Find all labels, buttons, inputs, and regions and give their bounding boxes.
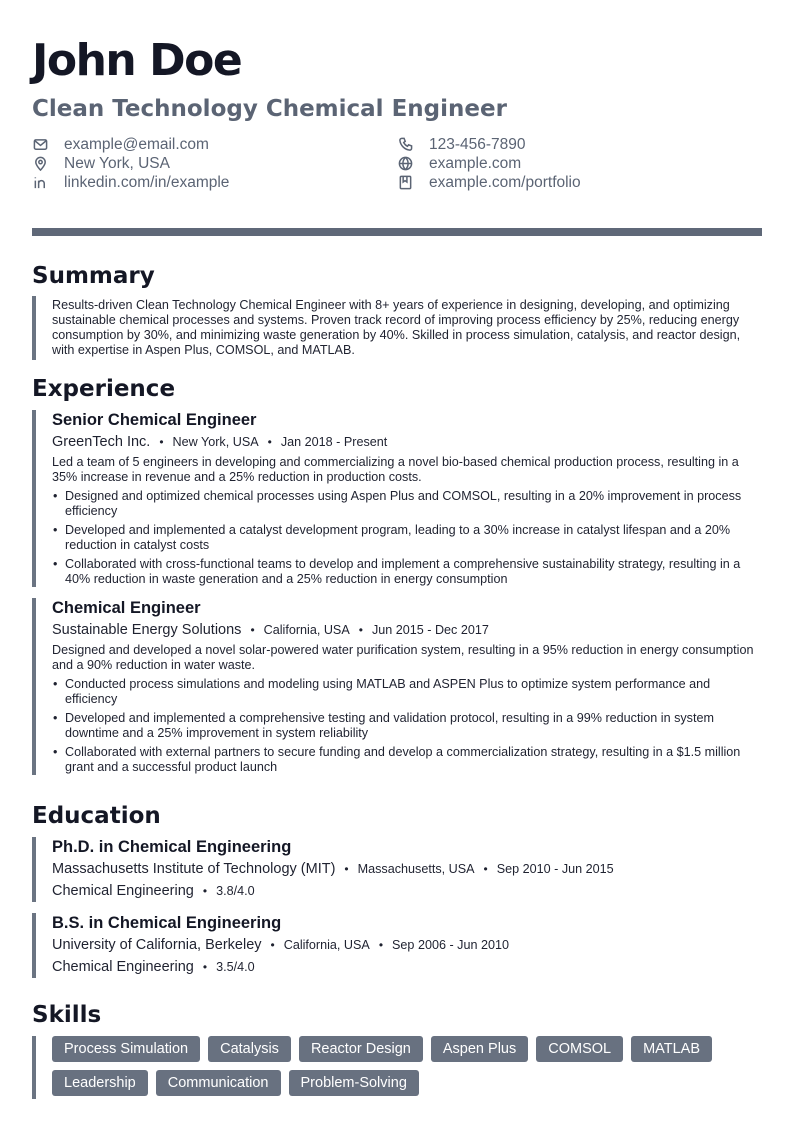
linkedin-icon [32, 175, 48, 191]
skill-tag: Process Simulation [52, 1036, 200, 1062]
education-section [32, 802, 762, 989]
degree-name: B.S. in Chemical Engineering [52, 914, 282, 932]
skills-block [32, 1036, 762, 1099]
skill-tag: COMSOL [536, 1036, 623, 1062]
skill-tag: Communication [156, 1070, 281, 1096]
candidate-name: John Doe [32, 35, 242, 86]
degree-meta [52, 934, 762, 956]
globe-icon [397, 156, 413, 172]
location-pin-icon [32, 156, 48, 172]
job-company: GreenTech Inc. [52, 434, 151, 450]
skill-tag: Aspen Plus [431, 1036, 528, 1062]
job-company: Sustainable Energy Solutions [52, 622, 242, 638]
job-meta [52, 431, 762, 453]
job-bullet: • Collaborated with external partners to secure funding and develop a commercialization strategy, resulting in a $1.5 million grant and a successful product launch [52, 745, 762, 775]
separator-dot: • [270, 938, 275, 952]
skill-tag: Catalysis [208, 1036, 291, 1062]
degree-field: Chemical Engineering [52, 959, 194, 975]
header-divider [32, 228, 762, 236]
contact-portfolio[interactable] [397, 173, 581, 192]
job-bullet: • Designed and optimized chemical processes using Aspen Plus and COMSOL, resulting in a 20% improvement in process efficiency [52, 489, 762, 519]
job-bullets [52, 677, 762, 775]
job-bullets [52, 489, 762, 587]
job-bullet: • Conducted process simulations and modeling using MATLAB and ASPEN Plus to optimize system performance and efficiency [52, 677, 762, 707]
degree-field-row [52, 880, 762, 902]
job-role: Chemical Engineer [52, 599, 201, 617]
job-meta [52, 619, 762, 641]
summary-heading: Summary [32, 263, 155, 289]
separator-dot: • [358, 623, 363, 637]
resume-header [32, 34, 762, 195]
separator-dot: • [202, 884, 208, 898]
job-bullet: • Developed and implemented a catalyst development program, leading to a 30% increase in catalyst lifespan and a 20% reduction in catalyst costs [52, 523, 762, 553]
experience-heading: Experience [32, 376, 176, 402]
contact-email-text: example@email.com [64, 135, 209, 153]
degree-dates: Sep 2006 - Jun 2010 [392, 938, 509, 952]
degree-location: California, USA [283, 938, 370, 952]
job-location: California, USA [263, 623, 350, 637]
job-list [32, 410, 762, 775]
job-role: Senior Chemical Engineer [52, 411, 257, 429]
job-entry [32, 410, 762, 587]
degree-field: Chemical Engineering [52, 883, 194, 899]
skills-heading: Skills [32, 1002, 102, 1028]
degree-dates: Sep 2010 - Jun 2015 [496, 862, 614, 876]
degree-school: Massachusetts Institute of Technology (MIT) [52, 861, 336, 877]
summary-text: Results-driven Clean Technology Chemical Engineer with 8+ years of experience in designing, developing, and optimizing sustainable chemical processes and systems. Proven track record of improving process efficiency by 25%, reducing energy consumption by 30%, and minimizing waste generation by 40%. Skilled in process simulation, catalysis, and reactor design, with expertise in Aspen Plus, COMSOL, and MATLAB. [52, 298, 741, 357]
degree-gpa: 3.5/4.0 [216, 960, 255, 974]
mail-icon [32, 137, 48, 153]
contact-location-text: New York, USA [64, 154, 170, 172]
contact-linkedin[interactable] [32, 173, 229, 192]
degree-gpa: 3.8/4.0 [216, 884, 255, 898]
education-heading: Education [32, 803, 161, 829]
contact-phone-text: 123-456-7890 [429, 135, 526, 153]
phone-icon [397, 137, 413, 153]
skill-tag: Leadership [52, 1070, 148, 1096]
portfolio-icon [397, 175, 413, 191]
job-dates: Jan 2018 - Present [280, 435, 388, 449]
skill-tag: Problem-Solving [289, 1070, 419, 1096]
separator-dot: • [378, 938, 384, 952]
separator-dot: • [483, 862, 488, 876]
degree-name: Ph.D. in Chemical Engineering [52, 838, 292, 856]
summary-block [32, 296, 762, 360]
skill-tags [52, 1036, 762, 1099]
contact-list [32, 135, 762, 195]
contact-phone[interactable] [397, 135, 526, 154]
separator-dot: • [159, 435, 164, 449]
contact-linkedin-text: linkedin.com/in/example [64, 173, 230, 191]
skill-tag: Reactor Design [299, 1036, 423, 1062]
separator-dot: • [344, 862, 349, 876]
summary-section [32, 262, 762, 360]
skills-section [32, 1001, 762, 1099]
degree-school: University of California, Berkeley [52, 937, 262, 953]
degree-entry [32, 913, 762, 978]
contact-portfolio-text: example.com/portfolio [429, 173, 581, 191]
candidate-title: Clean Technology Chemical Engineer [32, 96, 507, 122]
contact-website[interactable] [397, 154, 521, 173]
degree-field-row [52, 956, 762, 978]
job-description: Designed and developed a novel solar-powered water purification system, resulting in a 95% reduction in energy consumption and a 90% reduction in water waste. [52, 643, 754, 672]
contact-location [32, 154, 170, 173]
skill-tag: MATLAB [631, 1036, 712, 1062]
separator-dot: • [250, 623, 255, 637]
separator-dot: • [202, 960, 208, 974]
experience-section [32, 375, 762, 786]
degree-list [32, 837, 762, 978]
job-bullet: • Collaborated with cross-functional teams to develop and implement a comprehensive sustainability strategy, resulting in a 40% reduction in waste generation and a 25% reduction in energy consumption [52, 557, 762, 587]
degree-location: Massachusetts, USA [357, 862, 475, 876]
contact-email[interactable] [32, 135, 209, 154]
degree-meta [52, 858, 762, 880]
job-bullet: • Developed and implemented a comprehensive testing and validation protocol, resulting in a 99% reduction in system downtime and a 25% improvement in system reliability [52, 711, 762, 741]
job-entry [32, 598, 762, 775]
separator-dot: • [267, 435, 272, 449]
degree-entry [32, 837, 762, 902]
job-description: Led a team of 5 engineers in developing and commercializing a novel bio-based chemical production process, resulting in a 35% increase in revenue and a 25% reduction in production costs. [52, 455, 739, 484]
job-dates: Jun 2015 - Dec 2017 [371, 623, 489, 637]
contact-website-text: example.com [429, 154, 522, 172]
job-location: New York, USA [172, 435, 259, 449]
